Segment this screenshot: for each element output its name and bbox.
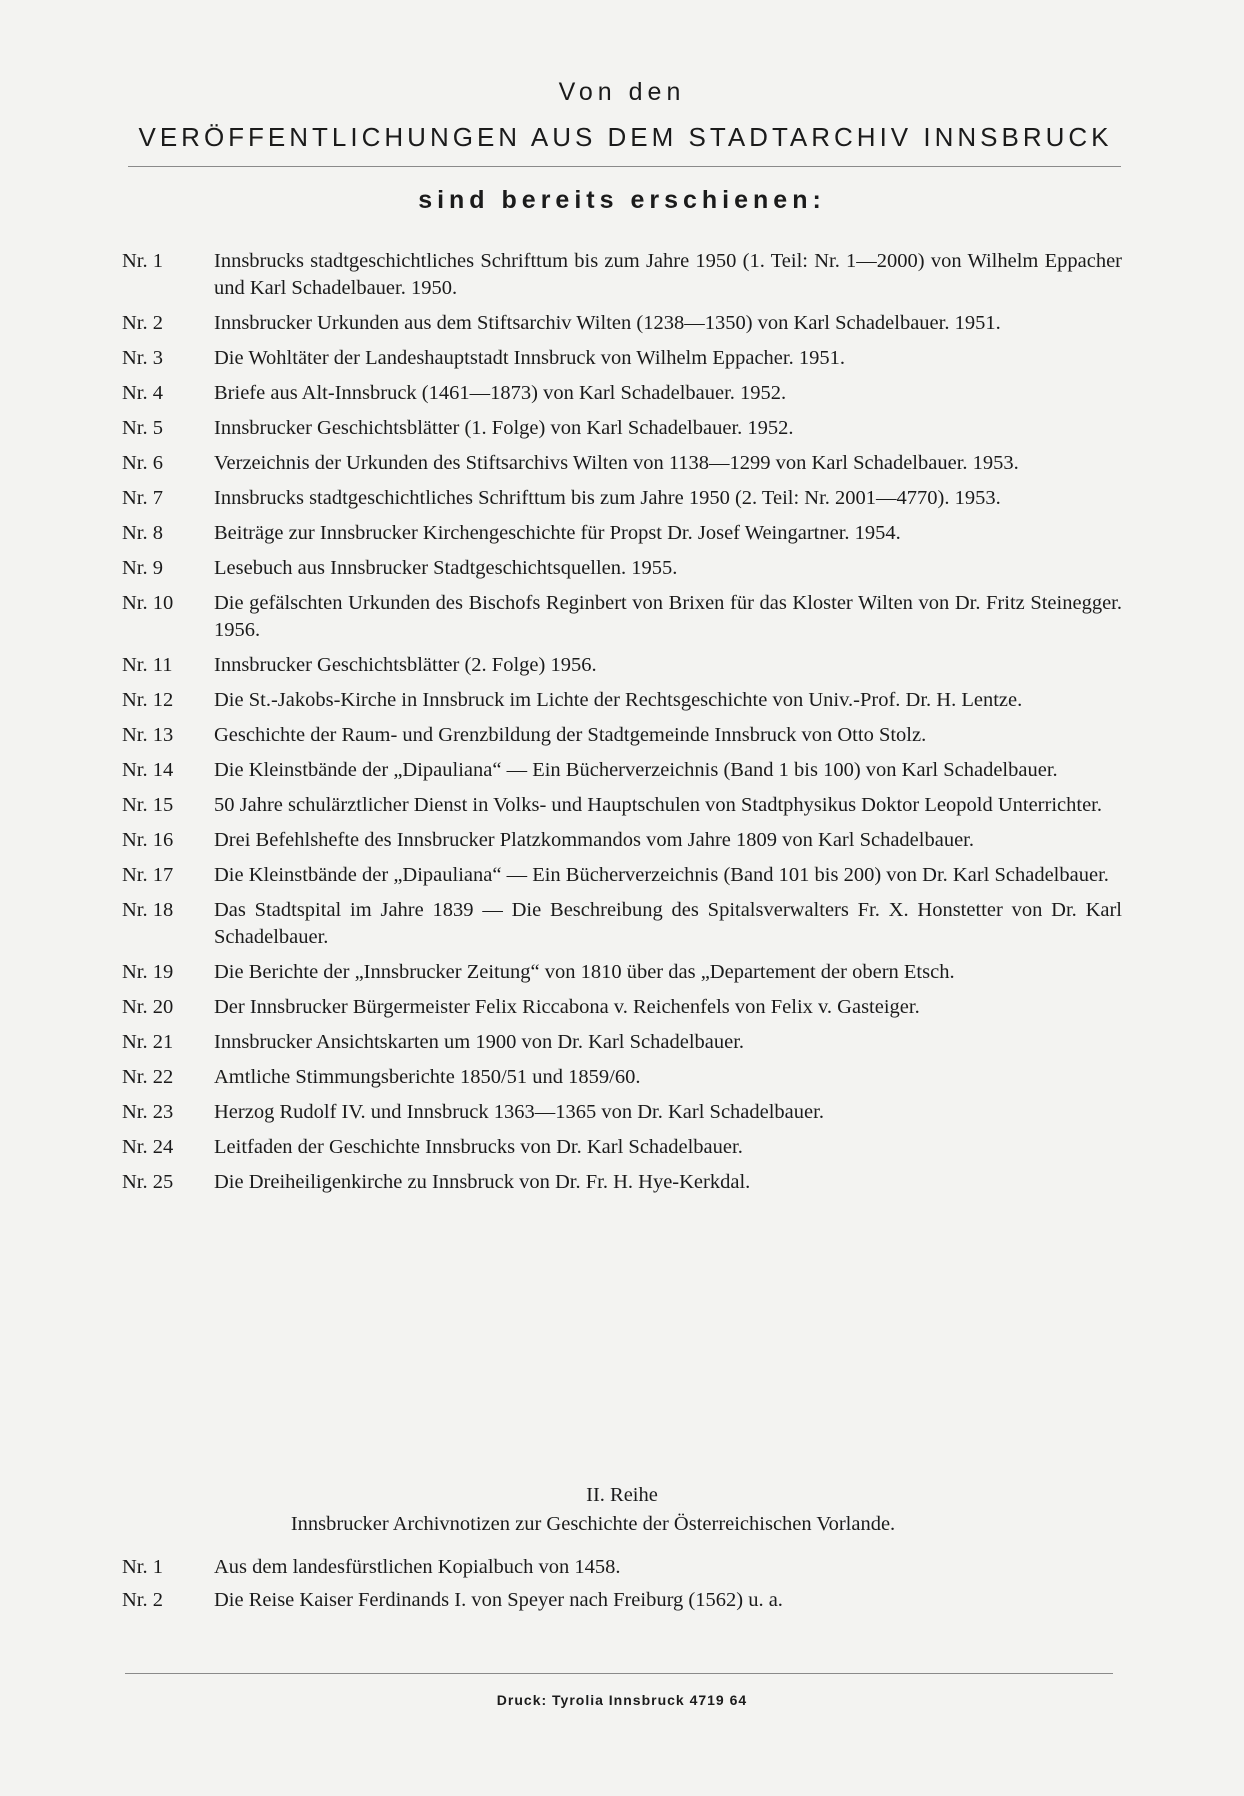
item-number: Nr. 1 — [122, 250, 163, 272]
item-text: Briefe aus Alt-Innsbruck (1461—1873) von Karl Schadelbauer. 1952. — [214, 382, 787, 404]
item-number: Nr. 9 — [122, 557, 163, 579]
publication-list-series-1 — [122, 248, 1122, 1204]
list-item — [122, 345, 1122, 372]
item-number: Nr. 24 — [122, 1136, 174, 1158]
page-title: VERÖFFENTLICHUNGEN AUS DEM STADTARCHIV INNSBRUCK — [138, 122, 1113, 152]
list-item — [122, 959, 1122, 986]
item-number: Nr. 19 — [122, 961, 174, 983]
list-item — [122, 590, 1122, 644]
list-item — [122, 897, 1122, 951]
item-number: Nr. 20 — [122, 996, 174, 1018]
list-item — [122, 310, 1122, 337]
list-item — [122, 757, 1122, 784]
item-text: Innsbrucker Geschichtsblätter (2. Folge) 1956. — [214, 654, 597, 676]
item-number: Nr. 23 — [122, 1101, 174, 1123]
item-text: Innsbrucker Ansichtskarten um 1900 von Dr. Karl Schadelbauer. — [214, 1031, 745, 1053]
item-text: Die Wohltäter der Landeshauptstadt Innsbruck von Wilhelm Eppacher. 1951. — [214, 347, 845, 369]
list-item — [122, 994, 1122, 1021]
subtitle: sind bereits erschienen: — [418, 186, 826, 214]
item-number: Nr. 2 — [122, 1589, 163, 1611]
list-item — [122, 1029, 1122, 1056]
item-text: Innsbrucker Geschichtsblätter (1. Folge) von Karl Schadelbauer. 1952. — [214, 417, 794, 439]
item-number: Nr. 22 — [122, 1066, 174, 1088]
item-number: Nr. 18 — [122, 899, 174, 921]
item-number: Nr. 21 — [122, 1031, 174, 1053]
pre-title: Von den — [558, 78, 686, 106]
item-text: Aus dem landesfürstlichen Kopialbuch von 1458. — [214, 1556, 621, 1578]
item-text: Die Dreiheiligenkirche zu Innsbruck von Dr. Fr. H. Hye-Kerkdal. — [214, 1171, 751, 1193]
list-item — [122, 1587, 1122, 1614]
item-text: Die Berichte der „Innsbrucker Zeitung“ von 1810 über das „Departement der obern Etsch. — [214, 961, 955, 983]
item-text: Innsbrucks stadtgeschichtliches Schrifttum bis zum Jahre 1950 (2. Teil: Nr. 2001—4770). 1953. — [214, 487, 1001, 509]
item-number: Nr. 25 — [122, 1171, 174, 1193]
item-text: Lesebuch aus Innsbrucker Stadtgeschichtsquellen. 1955. — [214, 557, 678, 579]
title-divider — [128, 166, 1121, 167]
list-item — [122, 862, 1122, 889]
list-item — [122, 450, 1122, 477]
list-item — [122, 555, 1122, 582]
item-text: Drei Befehlshefte des Innsbrucker Platzkommandos vom Jahre 1809 von Karl Schadelbauer. — [214, 829, 974, 851]
item-number: Nr. 16 — [122, 829, 174, 851]
list-item — [122, 792, 1122, 819]
item-number: Nr. 10 — [122, 592, 174, 614]
list-item — [122, 687, 1122, 714]
item-text: 50 Jahre schulärztlicher Dienst in Volks- und Hauptschulen von Stadtphysikus Doktor Leopold Unterrichter. — [214, 794, 1102, 816]
printer-imprint: Druck: Tyrolia Innsbruck 4719 64 — [496, 1692, 748, 1708]
item-text: Innsbrucks stadtgeschichtliches Schrifttum bis zum Jahre 1950 (1. Teil: Nr. 1—2000) von Wilhelm Eppacher und Karl Schadelbauer. 1950. — [214, 250, 1122, 299]
list-item — [122, 1134, 1122, 1161]
list-item — [122, 485, 1122, 512]
item-text: Leitfaden der Geschichte Innsbrucks von Dr. Karl Schadelbauer. — [214, 1136, 743, 1158]
item-text: Das Stadtspital im Jahre 1839 — Die Beschreibung des Spitalsverwalters Fr. X. Honstetter von Dr. Karl Schadelbauer. — [214, 899, 1122, 948]
list-item — [122, 722, 1122, 749]
publication-list-series-2 — [122, 1554, 1122, 1620]
item-text: Geschichte der Raum- und Grenzbildung der Stadtgemeinde Innsbruck von Otto Stolz. — [214, 724, 927, 746]
item-number: Nr. 12 — [122, 689, 174, 711]
item-text: Verzeichnis der Urkunden des Stiftsarchivs Wilten von 1138—1299 von Karl Schadelbauer. 1953. — [214, 452, 1019, 474]
list-item — [122, 415, 1122, 442]
item-text: Die Reise Kaiser Ferdinands I. von Speyer nach Freiburg (1562) u. a. — [214, 1589, 783, 1611]
item-number: Nr. 8 — [122, 522, 163, 544]
list-item — [122, 1064, 1122, 1091]
item-number: Nr. 5 — [122, 417, 163, 439]
item-number: Nr. 6 — [122, 452, 163, 474]
item-number: Nr. 1 — [122, 1556, 163, 1578]
item-number: Nr. 17 — [122, 864, 174, 886]
item-text: Der Innsbrucker Bürgermeister Felix Riccabona v. Reichenfels von Felix v. Gasteiger. — [214, 996, 920, 1018]
list-item — [122, 380, 1122, 407]
item-number: Nr. 13 — [122, 724, 174, 746]
item-number: Nr. 7 — [122, 487, 163, 509]
item-number: Nr. 3 — [122, 347, 163, 369]
item-number: Nr. 11 — [122, 654, 173, 676]
list-item — [122, 520, 1122, 547]
item-text: Die gefälschten Urkunden des Bischofs Reginbert von Brixen für das Kloster Wilten von Dr. Fritz Steinegger. 1956. — [214, 592, 1122, 641]
item-text: Herzog Rudolf IV. und Innsbruck 1363—1365 von Dr. Karl Schadelbauer. — [214, 1101, 824, 1123]
list-item — [122, 827, 1122, 854]
list-item — [122, 652, 1122, 679]
item-number: Nr. 4 — [122, 382, 163, 404]
item-number: Nr. 15 — [122, 794, 174, 816]
item-text: Die Kleinstbände der „Dipauliana“ — Ein Bücherverzeichnis (Band 1 bis 100) von Karl Schadelbauer. — [214, 759, 1058, 781]
item-text: Beiträge zur Innsbrucker Kirchengeschichte für Propst Dr. Josef Weingartner. 1954. — [214, 522, 901, 544]
item-number: Nr. 2 — [122, 312, 163, 334]
series-2-subheading: Innsbrucker Archivnotizen zur Geschichte der Österreichischen Vorlande. — [290, 1513, 896, 1535]
list-item — [122, 1554, 1122, 1581]
item-text: Die Kleinstbände der „Dipauliana“ — Ein Bücherverzeichnis (Band 101 bis 200) von Dr. Karl Schadelbauer. — [214, 864, 1109, 886]
list-item — [122, 248, 1122, 302]
item-text: Amtliche Stimmungsberichte 1850/51 und 1859/60. — [214, 1066, 641, 1088]
item-text: Innsbrucker Urkunden aus dem Stiftsarchiv Wilten (1238—1350) von Karl Schadelbauer. 1951. — [214, 312, 1001, 334]
list-item — [122, 1169, 1122, 1196]
list-item — [122, 1099, 1122, 1126]
series-2-heading: II. Reihe — [586, 1484, 658, 1506]
item-number: Nr. 14 — [122, 759, 174, 781]
item-text: Die St.-Jakobs-Kirche in Innsbruck im Lichte der Rechtsgeschichte von Univ.-Prof. Dr. H. Lentze. — [214, 689, 1023, 711]
footer-divider — [125, 1673, 1113, 1674]
